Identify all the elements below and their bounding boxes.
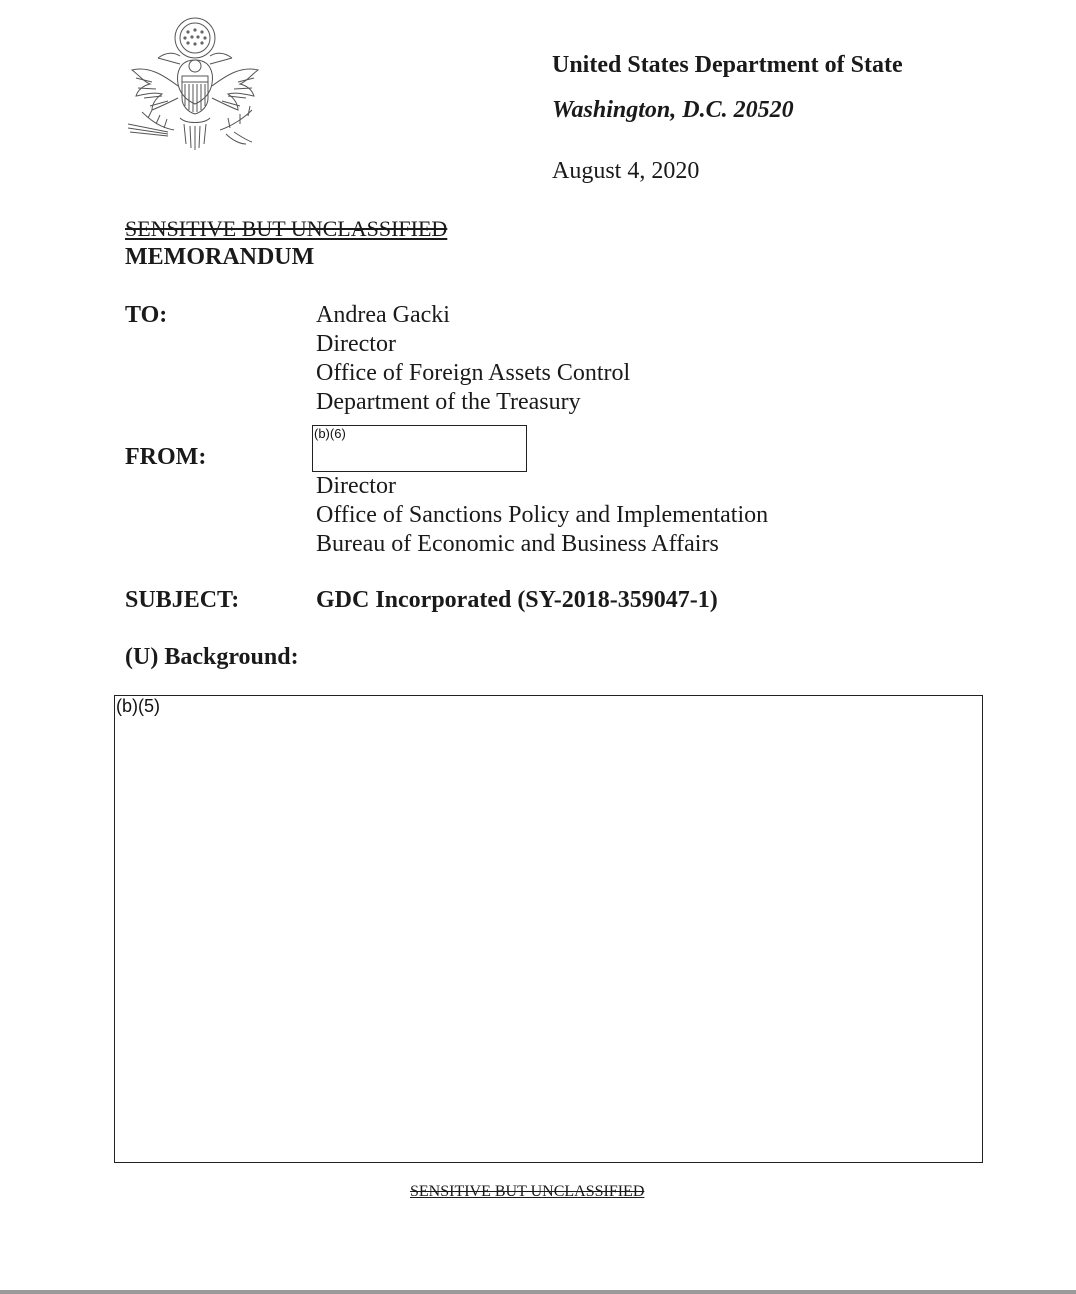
viewer-bottom-edge — [0, 1290, 1076, 1294]
subject-value: GDC Incorporated (SY-2018-359047-1) — [316, 587, 718, 613]
to-line: Office of Foreign Assets Control — [316, 360, 631, 386]
classification-marking-top: SENSITIVE BUT UNCLASSIFIED — [125, 216, 448, 241]
from-line: Director — [316, 473, 396, 499]
subject-label: SUBJECT: — [125, 587, 240, 613]
from-line: Bureau of Economic and Business Affairs — [316, 531, 719, 557]
to-line: Andrea Gacki — [316, 302, 450, 328]
from-line: Office of Sanctions Policy and Implementation — [316, 502, 769, 528]
from-label: FROM: — [125, 444, 207, 470]
redaction-box-b5 — [114, 695, 983, 1163]
great-seal-eagle-icon — [122, 14, 268, 158]
redaction-code: (b)(5) — [116, 696, 160, 716]
agency-address: Washington, D.C. 20520 — [552, 97, 794, 123]
classification-marking-bottom: SENSITIVE BUT UNCLASSIFIED — [410, 1183, 645, 1200]
agency-name: United States Department of State — [552, 52, 903, 78]
to-recipient-block — [316, 301, 630, 417]
redaction-box-b6 — [312, 425, 527, 472]
to-line: Department of the Treasury — [316, 389, 581, 415]
to-line: Director — [316, 331, 396, 357]
background-heading: (U) Background: — [125, 644, 299, 670]
from-sender-block — [316, 472, 768, 559]
redaction-code: (b)(6) — [314, 426, 346, 441]
memo-date: August 4, 2020 — [552, 158, 700, 184]
to-label: TO: — [125, 302, 168, 328]
memo-title: MEMORANDUM — [125, 244, 315, 270]
